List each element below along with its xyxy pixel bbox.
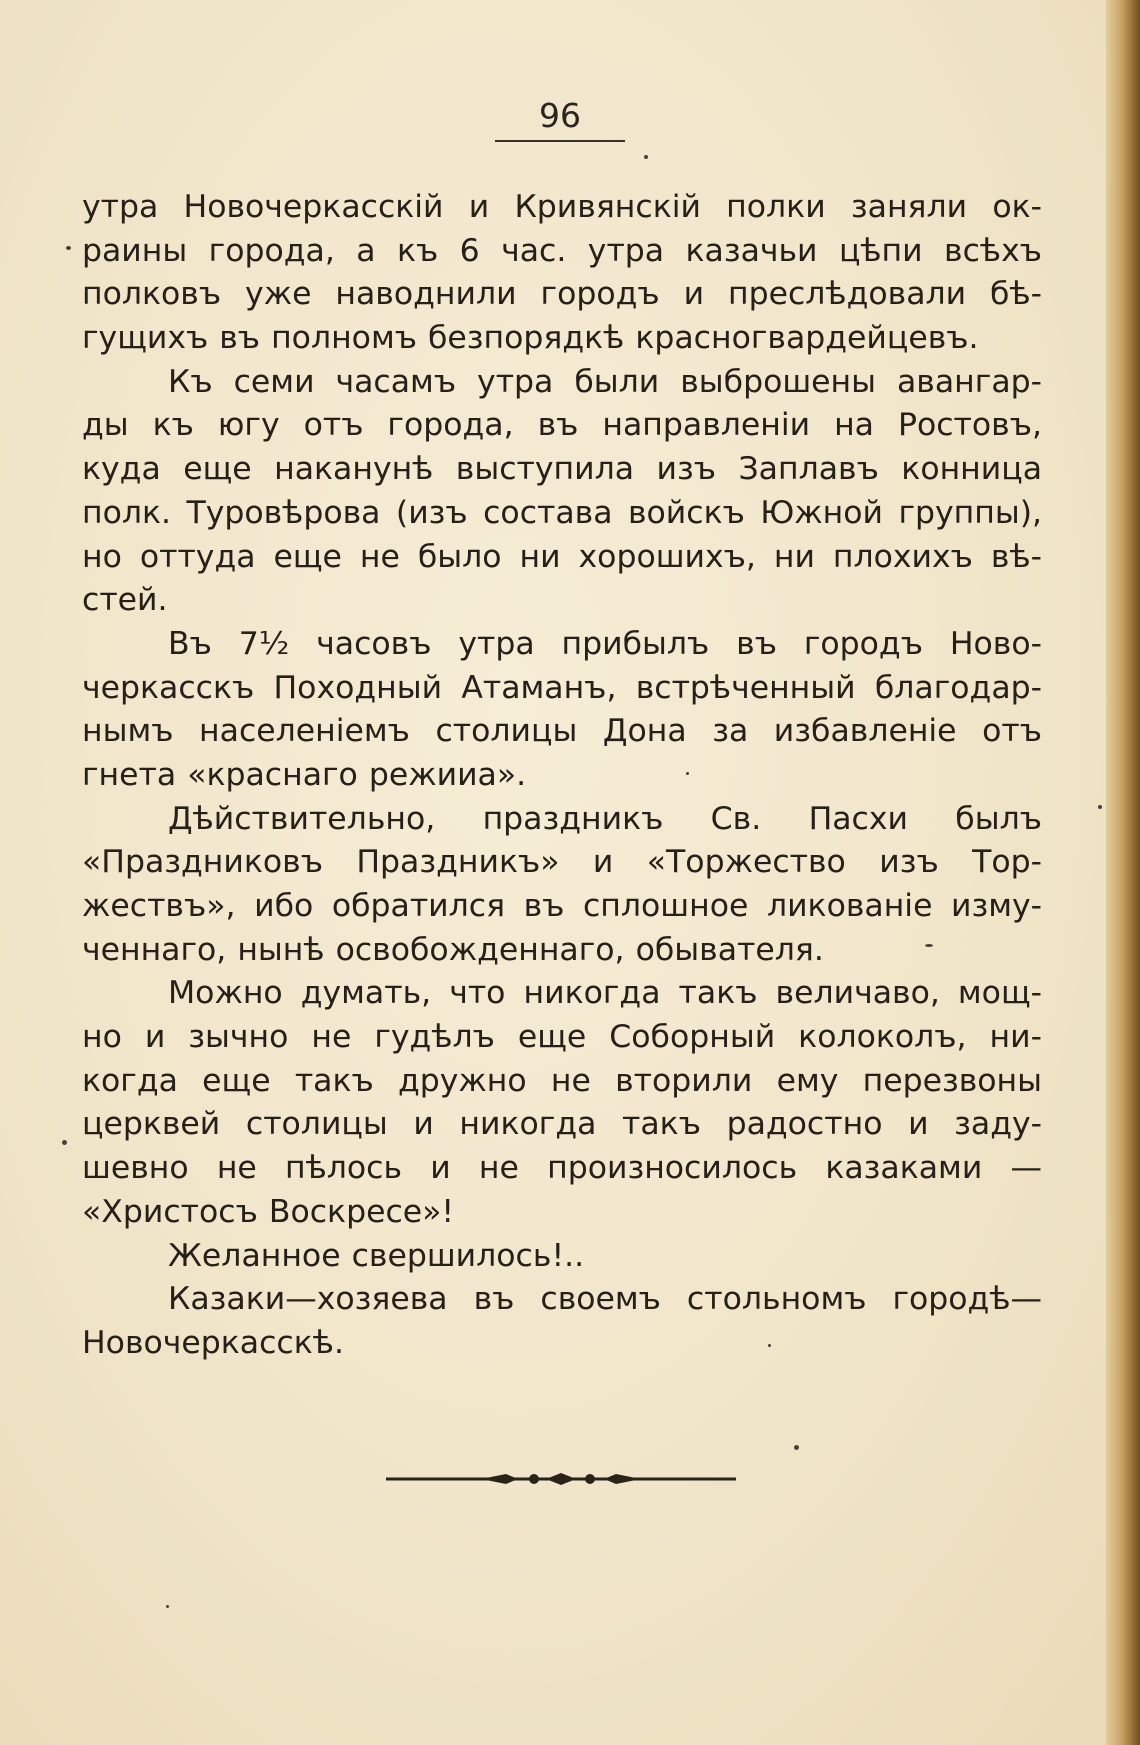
text-line: черкасскъ Походный Атаманъ, встрѣченный благодар-: [82, 669, 1042, 706]
text-line: «Праздниковъ Праздникъ» и «Торжество изъ Тор-: [82, 844, 1042, 881]
paper-speck: [794, 1445, 799, 1450]
text-line: куда еще наканунѣ выступила изъ Заплавъ конница: [82, 451, 1042, 488]
text-line: полковъ уже наводнили городъ и преслѣдовали бѣ-: [82, 276, 1042, 313]
paper-speck: [1098, 805, 1102, 809]
text-line: гнета «краснаго режииа».: [82, 756, 527, 793]
text-line: «Христосъ Воскресе»!: [82, 1193, 455, 1230]
paper-speck: [66, 246, 71, 250]
text-line: ченнаго, нынѣ освобожденнаго, обывателя.: [82, 931, 824, 968]
text-line: Новочеркасскѣ.: [82, 1324, 344, 1361]
text-line: Желанное свершилось!..: [168, 1237, 585, 1274]
text-line: когда еще такъ дружно не вторили ему перезвоны: [82, 1062, 1042, 1099]
text-line: но оттуда еще не было ни хорошихъ, ни плохихъ вѣ-: [82, 538, 1042, 575]
text-line: нымъ населеніемъ столицы Дона за избавленіе отъ: [82, 713, 1042, 750]
text-line: Къ семи часамъ утра были выброшены авангар-: [168, 363, 1042, 400]
text-line: Дѣйствительно, праздникъ Св. Пасхи былъ: [168, 800, 1042, 837]
paper-speck: [686, 772, 689, 775]
paper-speck: [644, 155, 648, 159]
paper-speck: [768, 1344, 771, 1347]
decorative-ornament-divider: [386, 1466, 736, 1492]
paper-speck: [166, 1605, 169, 1608]
text-line: шевно не пѣлось и не произносилось казаками —: [82, 1150, 1042, 1187]
paper-speck: [62, 1140, 67, 1145]
text-line: утра Новочеркасскій и Кривянскій полки заняли ок-: [82, 189, 1042, 225]
text-line: ды къ югу отъ города, въ направленіи на Ростовъ,: [82, 407, 1042, 444]
text-line: раины города, а къ 6 час. утра казачьи цѣпи всѣхъ: [82, 232, 1042, 269]
text-line: Въ 7½ часовъ утра прибылъ въ городъ Ново-: [168, 625, 1042, 662]
text-line: Казаки—хозяева въ своемъ стольномъ городѣ—: [168, 1281, 1042, 1318]
text-line: стей.: [82, 582, 168, 619]
text-line: Можно думать, что никогда такъ величаво, мощ-: [168, 975, 1042, 1012]
text-line: жествъ», ибо обратился въ сплошное ликованіе изму-: [82, 888, 1042, 924]
page-number: 96: [539, 96, 581, 135]
text-line: но и зычно не гудѣлъ еще Соборный колоколъ, ни-: [82, 1019, 1042, 1056]
text-line: гущихъ въ полномъ безпорядкѣ красногвардейцевъ.: [82, 320, 979, 357]
page-edge-shadow: [1106, 0, 1140, 1745]
text-line: полк. Туровѣрова (изъ состава войскъ Южной группы),: [82, 494, 1042, 531]
page-number-rule: [495, 140, 625, 142]
body-text: [82, 186, 1042, 1366]
text-line: церквей столицы и никогда такъ радостно и заду-: [82, 1106, 1042, 1143]
paper-speck: [925, 944, 933, 947]
